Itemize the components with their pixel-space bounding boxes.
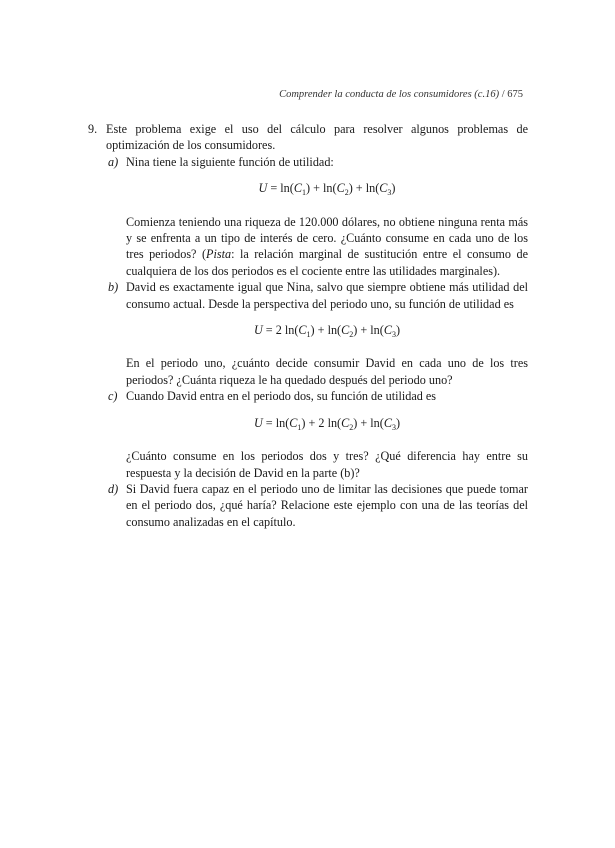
utility-formula-b: U = 2 $\ln(C_1) + \ln(C_2) + \ln(C_3)$ xyxy=(253,323,401,340)
header-separator: / xyxy=(501,89,505,100)
utility-formula-c: $U = \ln(C_1) + 2$ $\ln(C_2) + \ln(C_3)$ xyxy=(253,415,401,432)
part-label: d) xyxy=(108,481,119,496)
part-a xyxy=(106,154,528,279)
part-c-lead: Cuando David entra en el periodo dos, su función de utilidad es xyxy=(126,389,437,404)
problem-9 xyxy=(88,121,528,530)
part-d xyxy=(106,481,528,530)
running-header xyxy=(279,89,523,100)
part-b xyxy=(106,279,528,388)
part-label: b) xyxy=(108,280,119,295)
part-b-text: En el periodo uno, ¿cuánto decide consumir David en cada uno de los tres periodos? ¿Cuánta riqueza le ha quedado después del periodo uno? xyxy=(126,356,528,387)
part-label: a) xyxy=(108,154,119,169)
part-a-text: Comienza teniendo una riqueza de 120.000 dólares, no obtiene ninguna renta más y se enfrenta a un tipo de interés de cero. ¿Cuánto consume en cada uno de los tres periodos? (Pista: la relación marginal de sustitución entre el consumo de cualquiera de los dos periodos es el cociente entre las utilidades marginales). xyxy=(126,214,528,278)
utility-formula-a: $U = \ln(C_1) + \ln(C_2) + \ln(C_3)$ xyxy=(258,181,396,198)
part-label: c) xyxy=(108,389,118,404)
pista-label: Pista xyxy=(206,247,232,262)
problem-heading xyxy=(88,121,528,154)
part-b-lead: David es exactamente igual que Nina, salvo que siempre obtiene más utilidad del consumo actual. Desde la perspectiva del periodo uno, su función de utilidad es xyxy=(126,280,528,311)
page-number: 675 xyxy=(507,89,523,100)
part-d-text: Si David fuera capaz en el periodo uno de limitar las decisiones que puede tomar en el periodo dos, ¿qué haría? Relacione este ejemplo con una de las teorías del consumo analizadas en el capítulo. xyxy=(126,481,528,529)
part-a-lead: Nina tiene la siguiente función de utilidad: xyxy=(126,154,334,169)
part-c xyxy=(106,388,528,481)
problem-intro: Este problema exige el uso del cálculo para resolver algunos problemas de optimización de los consumidores. xyxy=(106,122,528,153)
problem-number: 9. xyxy=(88,122,98,136)
chapter-title: Comprender la conducta de los consumidores (c.16) xyxy=(279,89,500,100)
part-c-text: ¿Cuánto consume en los periodos dos y tres? ¿Qué diferencia hay entre su respuesta y la decisión de David en la parte (b)? xyxy=(126,449,528,480)
